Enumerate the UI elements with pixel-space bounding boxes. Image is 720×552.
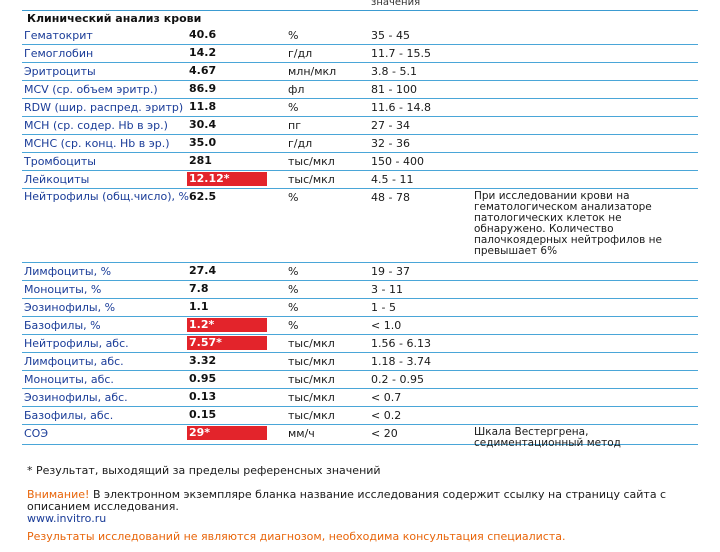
test-name: Гематокрит [24,29,93,42]
unit: тыс/мкл [288,355,335,368]
reference-range: 1 - 5 [371,301,396,314]
test-name: MCHC (ср. конц. Hb в эр.) [24,137,170,150]
reference-range: 27 - 34 [371,119,410,132]
unit: пг [288,119,301,132]
result-value: 1.1 [189,300,209,313]
reference-range: 3 - 11 [371,283,403,296]
test-name: MCH (ср. содер. Hb в эр.) [24,119,168,132]
table-row [22,45,698,63]
unit: г/дл [288,47,313,60]
reference-range: 0.2 - 0.95 [371,373,424,386]
test-name: MCV (ср. объем эритр.) [24,83,158,96]
unit: % [288,319,299,332]
table-row [22,189,698,263]
reference-range: < 0.2 [371,409,402,422]
comment: Шкала Вестергрена, седиментационный метод [474,426,621,449]
reference-range: 35 - 45 [371,29,410,42]
result-value-flagged: 1.2* [187,318,267,332]
unit: % [288,283,299,296]
unit: % [288,301,299,314]
result-value: 7.8 [189,282,209,295]
table-row [22,317,698,335]
unit: % [288,265,299,278]
test-name: Базофилы, абс. [24,409,114,422]
table-row [22,63,698,81]
reference-range: 1.56 - 6.13 [371,337,431,350]
test-name: Эозинофилы, % [24,301,116,314]
result-value: 281 [189,154,212,167]
table-row [22,281,698,299]
result-value-flagged: 7.57* [187,336,267,350]
reference-range: < 20 [371,427,398,440]
reference-range: 11.7 - 15.5 [371,47,431,60]
test-name: Лимфоциты, % [24,265,112,278]
table-row [22,389,698,407]
table-row [22,81,698,99]
test-name: Лейкоциты [24,173,90,186]
table-row [22,335,698,353]
result-value: 14.2 [189,46,217,59]
invitro-link[interactable]: www.invitro.ru [27,512,107,525]
unit: % [288,101,299,114]
test-name: Эозинофилы, абс. [24,391,128,404]
test-name: RDW (шир. распред. эритр) [24,101,184,114]
unit: г/дл [288,137,313,150]
notice-text: В электронном экземпляре бланка название исследования содержит ссылку на страницу сайта с описанием исследования. [27,488,667,513]
table-row [22,99,698,117]
table-row [22,117,698,135]
unit: % [288,29,299,42]
reference-range: 3.8 - 5.1 [371,65,417,78]
result-value-flagged: 29* [187,426,267,440]
test-name: СОЭ [24,427,49,440]
header-rule [22,10,698,11]
footnote: * Результат, выходящий за пределы референсных значений [27,464,381,477]
table-row [22,299,698,317]
notice [27,489,717,513]
result-value: 27.4 [189,264,217,277]
reference-range: 4.5 - 11 [371,173,414,186]
reference-range: 81 - 100 [371,83,417,96]
result-value: 40.6 [189,28,217,41]
test-name: Нейтрофилы (общ.число), % [24,190,189,203]
table-row [22,407,698,425]
unit: тыс/мкл [288,409,335,422]
reference-column-caption: значения [371,0,421,8]
table-row [22,153,698,171]
table-row [22,371,698,389]
test-name: Нейтрофилы, абс. [24,337,129,350]
test-name: Тромбоциты [24,155,96,168]
unit: тыс/мкл [288,337,335,350]
table-row [22,263,698,281]
unit: % [288,191,299,204]
unit: тыс/мкл [288,173,335,186]
unit: тыс/мкл [288,391,335,404]
result-value: 3.32 [189,354,217,367]
result-value: 30.4 [189,118,217,131]
unit: мм/ч [288,427,315,440]
table-row [22,135,698,153]
table-row [22,27,698,45]
unit: тыс/мкл [288,373,335,386]
result-value: 0.15 [189,408,217,421]
test-name: Эритроциты [24,65,96,78]
reference-range: 11.6 - 14.8 [371,101,431,114]
table-row [22,425,698,449]
table-row [22,171,698,189]
unit: млн/мкл [288,65,337,78]
comment: При исследовании крови на гематологическом анализаторе патологических клеток не обнаружено. Количество палочкоядерных нейтрофилов не превышает 6% [474,190,662,257]
disclaimer: Результаты исследований не являются диагнозом, необходима консультация специалиста. [27,530,566,543]
test-name: Моноциты, % [24,283,102,296]
reference-range: 19 - 37 [371,265,410,278]
result-value: 86.9 [189,82,217,95]
table-row [22,353,698,371]
reference-range: < 0.7 [371,391,402,404]
result-value-flagged: 12.12* [187,172,267,186]
test-name: Лимфоциты, абс. [24,355,124,368]
result-value: 4.67 [189,64,217,77]
test-name: Моноциты, абс. [24,373,114,386]
result-value: 0.13 [189,390,217,403]
result-value: 35.0 [189,136,217,149]
notice-label: Внимание! [27,488,90,501]
reference-range: 1.18 - 3.74 [371,355,431,368]
result-value: 11.8 [189,100,217,113]
unit: тыс/мкл [288,155,335,168]
test-name: Гемоглобин [24,47,94,60]
result-value: 0.95 [189,372,217,385]
reference-range: 48 - 78 [371,191,410,204]
test-name: Базофилы, % [24,319,101,332]
reference-range: 150 - 400 [371,155,424,168]
reference-range: 32 - 36 [371,137,410,150]
result-value: 62.5 [189,190,217,203]
reference-range: < 1.0 [371,319,402,332]
section-title: Клинический анализ крови [27,12,202,25]
unit: фл [288,83,305,96]
